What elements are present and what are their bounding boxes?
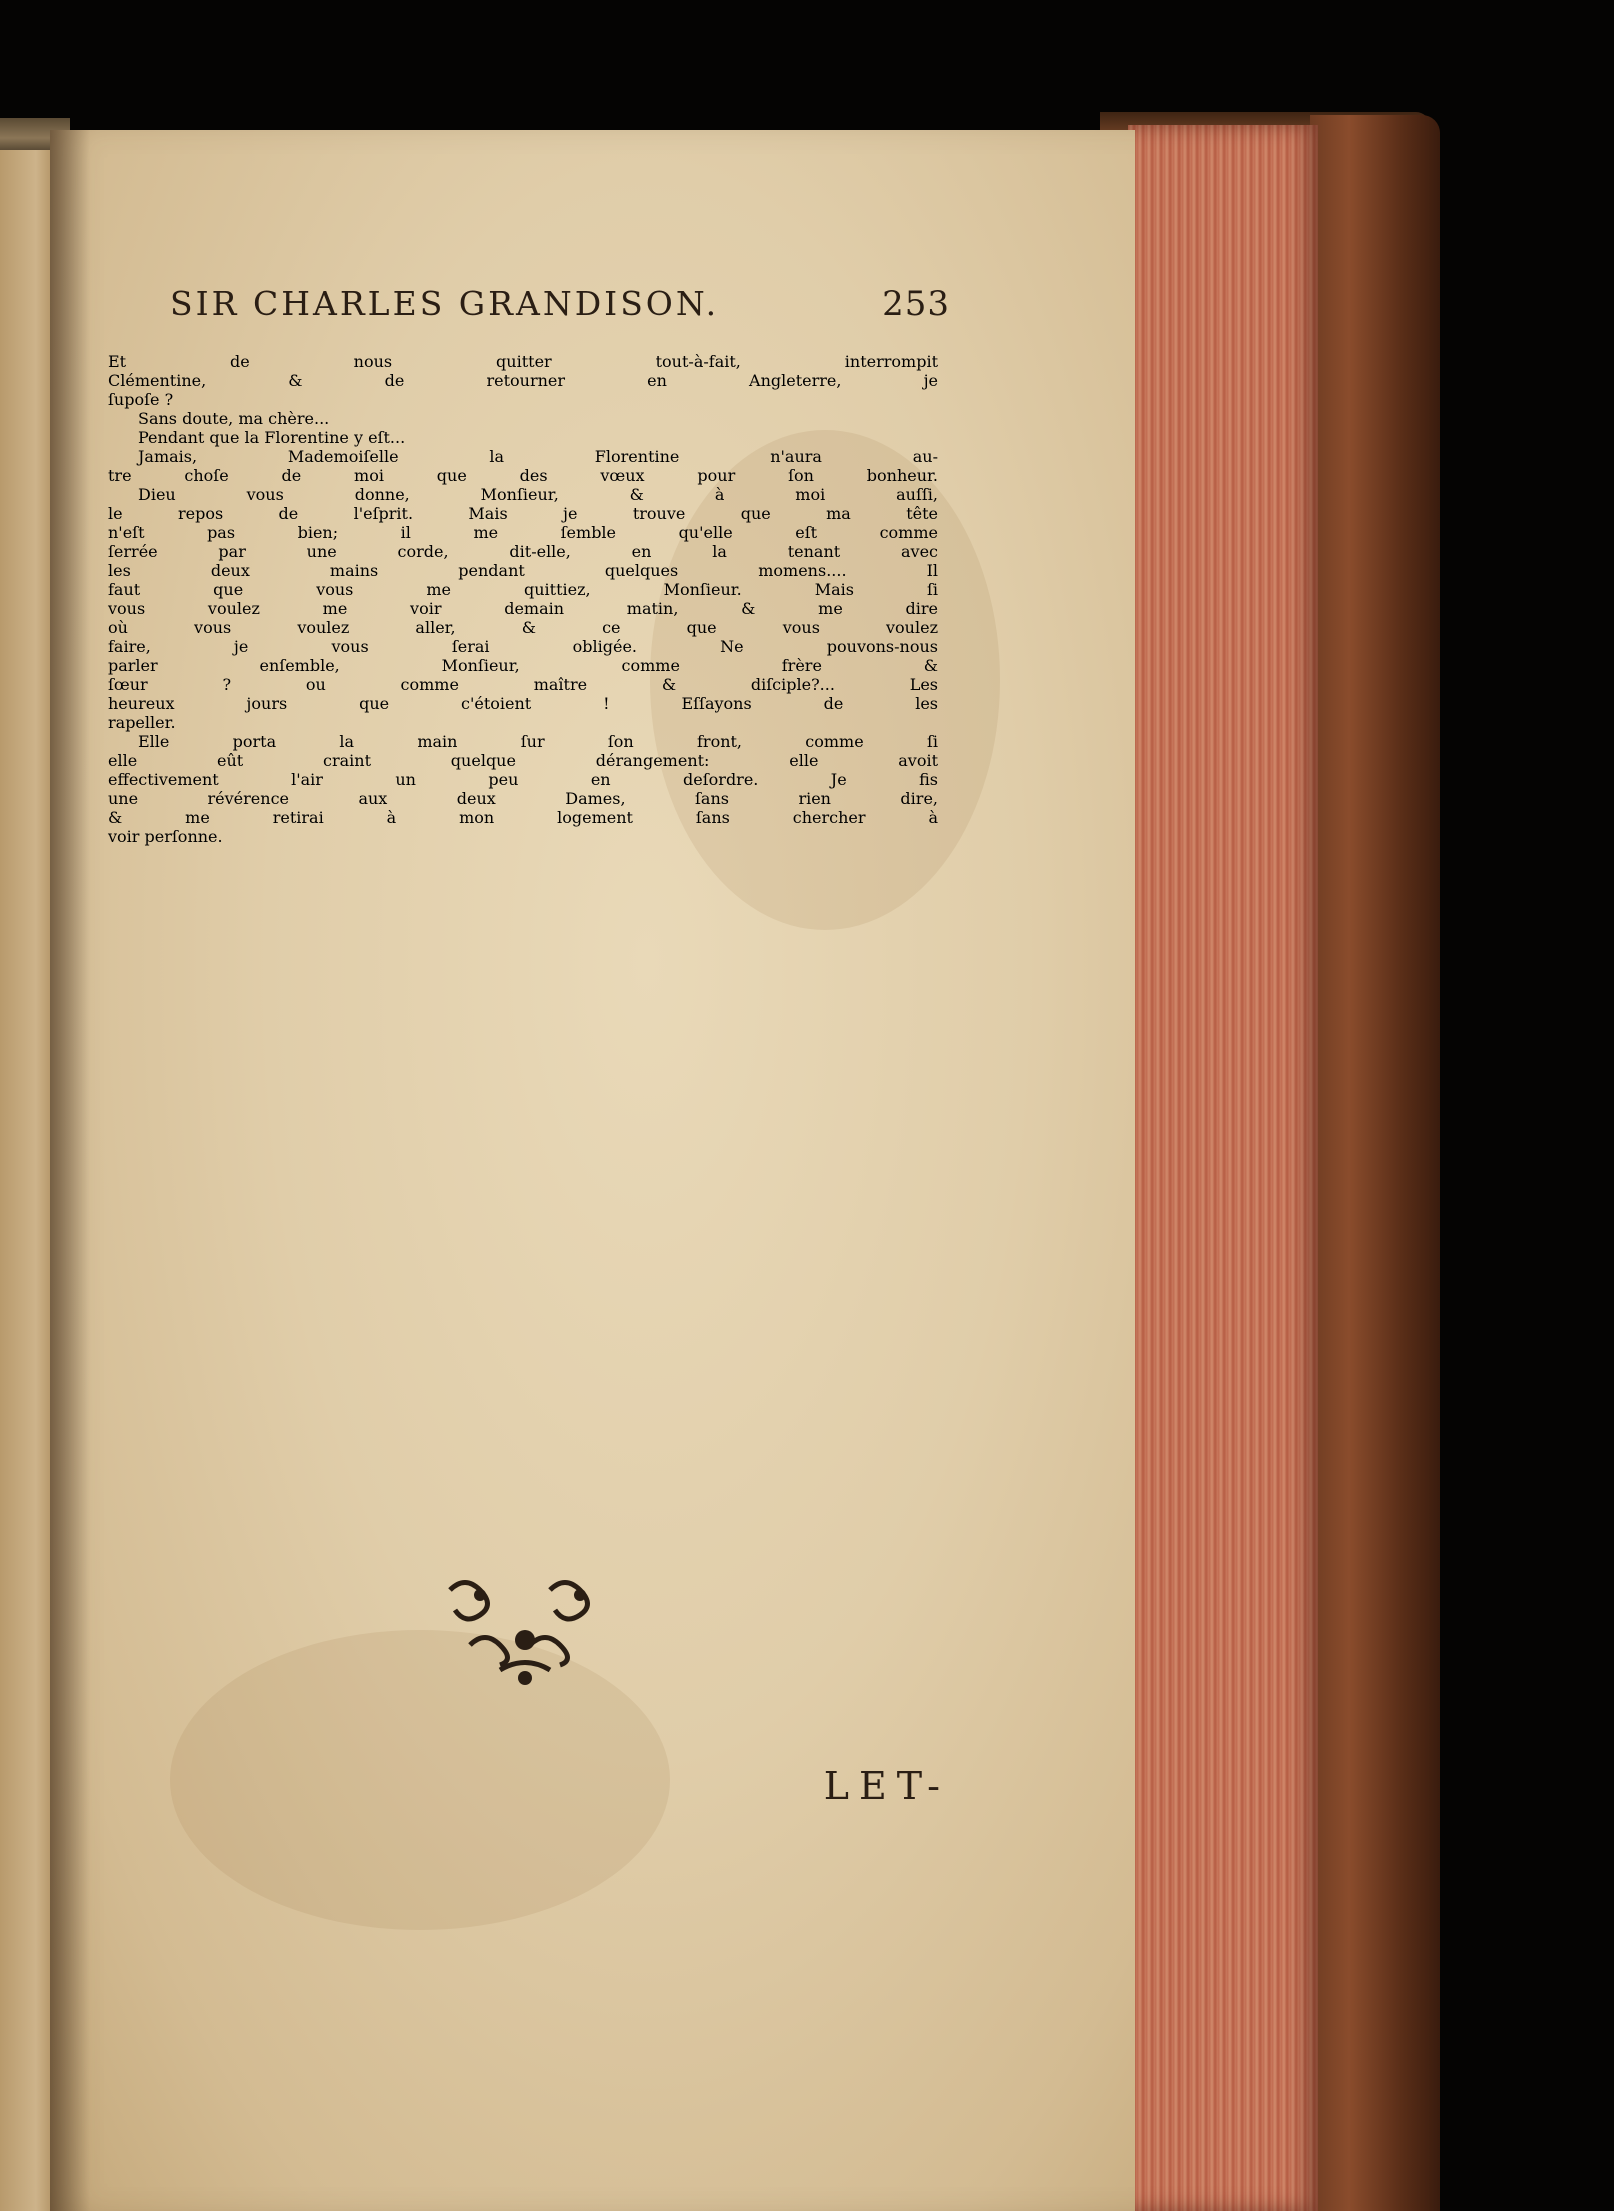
text-line: une révérence aux deux Dames, ſans rien dire,: [108, 789, 938, 808]
text-line: faire, je vous ſerai obligée. Ne pouvons-nous: [108, 637, 938, 656]
running-head: [170, 284, 950, 334]
text-line: Jamais, Mademoiſelle la Florentine n'aura au-: [138, 447, 938, 466]
text-line: vous voulez me voir demain matin, & me dire: [108, 599, 938, 618]
leather-binding: [1310, 115, 1440, 2211]
running-head-title: SIR CHARLES GRANDISON.: [170, 284, 720, 323]
text-line: ſupoſe ?: [108, 390, 174, 409]
text-line: n'eſt pas bien; il me ſemble qu'elle eſt comme: [108, 523, 938, 542]
text-line: Pendant que la Florentine y eſt...: [138, 428, 406, 447]
text-line: les deux mains pendant quelques momens.... Il: [108, 561, 938, 580]
text-line: rapeller.: [108, 713, 176, 732]
printer-ornament: [440, 1570, 610, 1690]
text-line: ſerrée par une corde, dit-elle, en la tenant avec: [108, 542, 938, 561]
text-line: voir perſonne.: [108, 827, 223, 846]
text-line: faut que vous me quittiez, Monſieur. Mais ſi: [108, 580, 938, 599]
body-text: [108, 352, 938, 846]
text-line: effectivement l'air un peu en deſordre. Je fis: [108, 770, 938, 789]
text-line: tre choſe de moi que des vœux pour ſon bonheur.: [108, 466, 938, 485]
text-line: Et de nous quitter tout-à-fait, interrompit: [108, 352, 938, 371]
fore-edge: [1128, 125, 1318, 2211]
text-line: Clémentine, & de retourner en Angleterre, je: [108, 371, 938, 390]
text-line: & me retirai à mon logement ſans chercher à: [108, 808, 938, 827]
text-line: Sans doute, ma chère...: [138, 409, 330, 428]
text-line: ſœur ? ou comme maître & diſciple?... Les: [108, 675, 938, 694]
page-gutter: [50, 130, 90, 2211]
text-line: Dieu vous donne, Monſieur, & à moi auſſi,: [138, 485, 938, 504]
text-line: elle eût craint quelque dérangement: elle avoit: [108, 751, 938, 770]
text-line: le repos de l'eſprit. Mais je trouve que ma tête: [108, 504, 938, 523]
text-line: heureux jours que c'étoient ! Eſſayons de les: [108, 694, 938, 713]
text-line: parler enſemble, Monſieur, comme frère &: [108, 656, 938, 675]
text-line: où vous voulez aller, & ce que vous voulez: [108, 618, 938, 637]
page-number: 253: [882, 284, 950, 324]
text-line: Elle porta la main ſur ſon front, comme ſi: [138, 732, 938, 751]
catchword: LET-: [823, 1764, 950, 1808]
